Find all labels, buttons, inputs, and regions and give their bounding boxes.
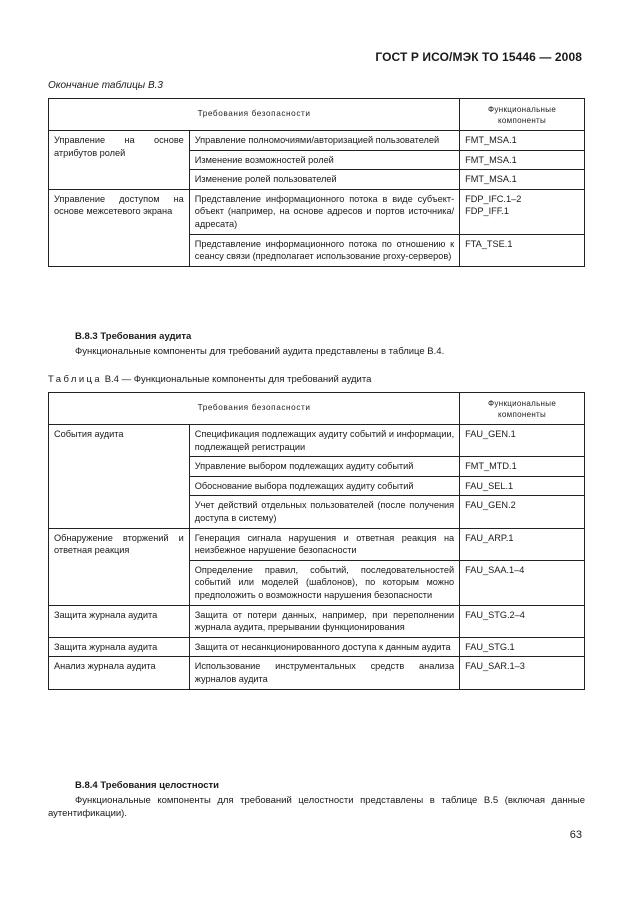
category-cell: Управление на основе атрибутов ролей <box>49 131 190 190</box>
component-cell: FAU_SAR.1–3 <box>460 657 585 689</box>
component-cell: FAU_GEN.1 <box>460 425 585 457</box>
table-row <box>49 657 585 689</box>
component-cell: FMT_MSA.1 <box>460 131 585 151</box>
table-b4 <box>48 392 585 690</box>
table-row <box>49 131 585 151</box>
requirement-cell: Использование инструментальных средств анализа журналов аудита <box>189 657 459 689</box>
table2-caption-prefix: Таблица <box>48 374 103 385</box>
requirement-cell: Спецификация подлежащих аудиту событий и информации, подлежащей регистрации <box>189 425 459 457</box>
section-b84-title: В.8.4 Требования целостности <box>75 780 220 791</box>
category-cell: Обнаружение вторжений и ответная реакция <box>49 528 190 605</box>
col-header-requirements: Требования безопасности <box>49 99 460 131</box>
category-cell: Защита журнала аудита <box>49 637 190 657</box>
requirement-cell: Представление информационного потока по отношению к сеансу связи (предполагает использование proxy-серверов) <box>189 234 459 266</box>
col-header-components: Функциональные компоненты <box>460 99 585 131</box>
table-row <box>49 528 585 560</box>
component-cell: FMT_MSA.1 <box>460 150 585 170</box>
component-cell: FAU_GEN.2 <box>460 496 585 528</box>
requirement-cell: Учет действий отдельных пользователей (после получения доступа в систему) <box>189 496 459 528</box>
table-b3-end <box>48 98 585 267</box>
requirement-cell: Защита от несанкционированного доступа к данным аудита <box>189 637 459 657</box>
requirement-cell: Изменение ролей пользователей <box>189 170 459 190</box>
component-cell: FDP_IFC.1–2 FDP_IFF.1 <box>460 189 585 234</box>
requirement-cell: Представление информационного потока в виде субъект-объект (например, на основе адресов и портов источника/адресата) <box>189 189 459 234</box>
requirement-cell: Управление выбором подлежащих аудиту событий <box>189 457 459 477</box>
page-number: 63 <box>569 829 582 841</box>
component-cell: FAU_STG.1 <box>460 637 585 657</box>
component-cell: FAU_ARP.1 <box>460 528 585 560</box>
requirement-cell: Генерация сигнала нарушения и ответная реакция на неизбежное нарушение безопасности <box>189 528 459 560</box>
requirement-cell: Определение правил, событий, последовательностей событий или моделей (шаблонов), по которым можно предположить о возможности нарушения безопасности <box>189 560 459 605</box>
requirement-cell: Защита от потери данных, например, при переполнении журнала аудита, прерывании функционирования <box>189 605 459 637</box>
col-header-components: Функциональные компоненты <box>460 393 585 425</box>
section-b84-text: Функциональные компоненты для требований целостности представлены в таблице В.5 (включая данные аутентификации). <box>48 795 585 819</box>
section-b83-title: В.8.3 Требования аудита <box>75 331 192 342</box>
section-b83-text: Функциональные компоненты для требований аудита представлены в таблице В.4. <box>75 346 445 357</box>
category-cell: События аудита <box>49 425 190 529</box>
component-cell: FMT_MSA.1 <box>460 170 585 190</box>
table2-caption-rest: В.4 — Функциональные компоненты для требований аудита <box>102 374 372 385</box>
col-header-requirements: Требования безопасности <box>49 393 460 425</box>
document-header: ГОСТ Р ИСО/МЭК ТО 15446 — 2008 <box>375 50 582 64</box>
component-cell: FAU_SEL.1 <box>460 476 585 496</box>
component-cell: FAU_SAA.1–4 <box>460 560 585 605</box>
table1-caption: Окончание таблицы В.3 <box>48 80 163 91</box>
table-row <box>49 637 585 657</box>
category-cell: Анализ журнала аудита <box>49 657 190 689</box>
requirement-cell: Изменение возможностей ролей <box>189 150 459 170</box>
table-row <box>49 189 585 234</box>
component-cell: FAU_STG.2–4 <box>460 605 585 637</box>
category-cell: Управление доступом на основе межсетевого экрана <box>49 189 190 266</box>
table-row <box>49 425 585 457</box>
component-cell: FMT_MTD.1 <box>460 457 585 477</box>
category-cell: Защита журнала аудита <box>49 605 190 637</box>
table-row <box>49 605 585 637</box>
component-cell: FTA_TSE.1 <box>460 234 585 266</box>
requirement-cell: Управление полномочиями/авторизацией пользователей <box>189 131 459 151</box>
requirement-cell: Обоснование выбора подлежащих аудиту событий <box>189 476 459 496</box>
table2-caption <box>48 374 371 385</box>
